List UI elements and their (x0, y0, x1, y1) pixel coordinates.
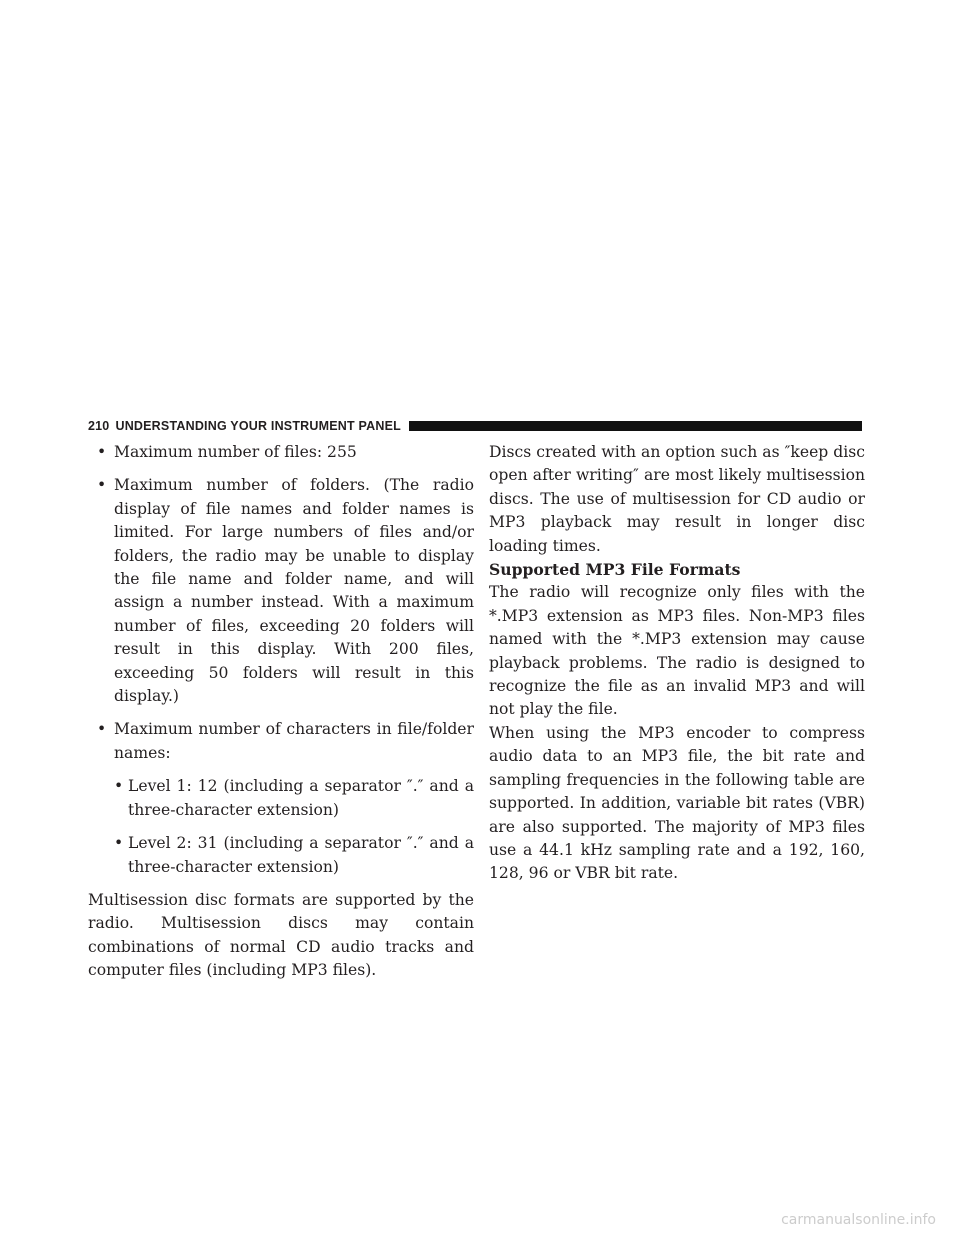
page-header (88, 419, 862, 433)
page-number: 210 (88, 419, 110, 433)
list-item-text: Maximum number of characters in file/folder names: (114, 720, 474, 762)
bullet-icon: • (114, 834, 124, 853)
sub-list-item-text: Level 1: 12 (including a separator ″.″ and a three-character extension) (128, 777, 474, 819)
bullet-icon: • (97, 476, 107, 495)
mp3-encoder-paragraph: When using the MP3 encoder to compress audio data to an MP3 file, the bit rate and sampling frequencies in the following table are supported. In addition, variable bit rates (VBR) are also supported. The majority of MP3 files use a 44.1 kHz sampling rate and a 192, 160, 128, 96 or VBR bit rate. (489, 723, 865, 883)
left-column (88, 441, 474, 983)
mp3-extension-paragraph: The radio will recognize only files with the *.MP3 extension as MP3 files. Non-MP3 files named with the *.MP3 extension may cause playback problems. The radio is designed to recognize the file as an invalid MP3 and will not play the file. (489, 583, 865, 719)
sub-list-item (88, 775, 474, 822)
list-item (88, 474, 474, 708)
bullet-icon: • (97, 720, 107, 739)
sub-list-item-text: Level 2: 31 (including a separator ″.″ and a three-character extension) (128, 834, 474, 876)
right-column (489, 441, 865, 886)
list-item-text: Maximum number of folders. (The radio display of file names and folder names is limited. For large numbers of files and/or folders, the radio may be unable to display the file name and folder name, and will assign a number instead. With a maximum number of files, exceeding 20 folders will result in this display. With 200 files, exceeding 50 folders will result in this display.) (114, 476, 474, 706)
header-rule (409, 421, 862, 431)
multisession-detail-paragraph: Discs created with an option such as ″keep disc open after writing″ are most likely multisession discs. The use of multisession for CD audio or MP3 playback may result in longer disc loading times. (489, 443, 865, 555)
multisession-paragraph: Multisession disc formats are supported by the radio. Multisession discs may contain combinations of normal CD audio tracks and computer files (including MP3 files). (88, 890, 474, 980)
sub-list-item (88, 832, 474, 879)
watermark: carmanualsonline.info (781, 1212, 936, 1228)
bullet-icon: • (114, 777, 124, 796)
list-item (88, 718, 474, 765)
section-title: UNDERSTANDING YOUR INSTRUMENT PANEL (115, 419, 401, 433)
list-item-text: Maximum number of files: 255 (114, 443, 357, 461)
bullet-icon: • (97, 443, 107, 461)
list-item (88, 441, 474, 464)
section-subheading: Supported MP3 File Formats (489, 560, 741, 580)
